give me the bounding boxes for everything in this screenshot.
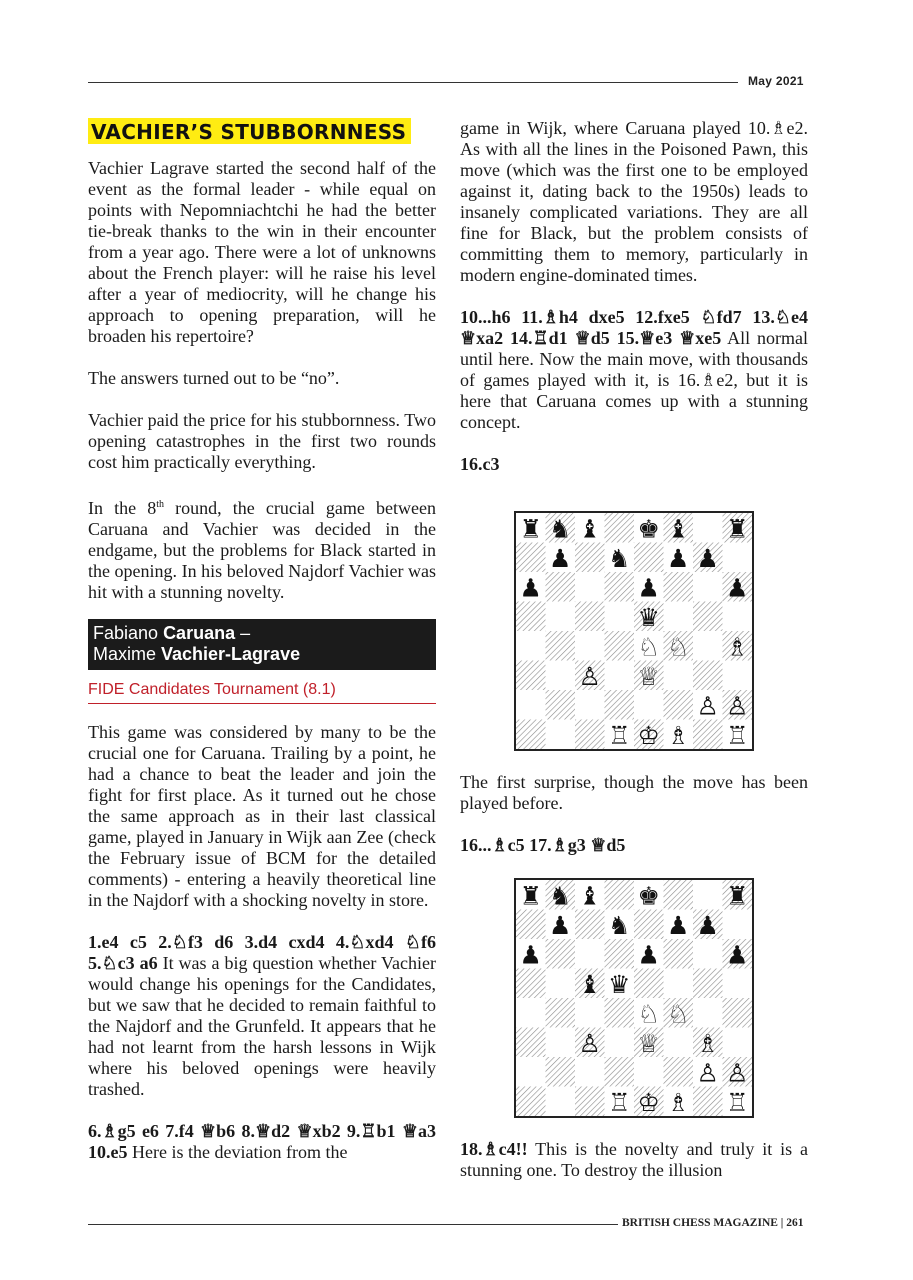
black-pawn-icon: ♟ (549, 543, 572, 573)
black-knight-icon: ♞ (608, 543, 631, 573)
board-square (605, 880, 635, 910)
paragraph-first-surprise: The first surprise, though the move has been played before. (460, 772, 808, 813)
board-square (516, 969, 546, 999)
board-square (516, 1087, 546, 1117)
white-bishop-icon: ♗ (696, 1028, 719, 1058)
board-square (516, 690, 546, 720)
black-pawn-icon: ♟ (549, 910, 572, 940)
board-square (723, 602, 753, 632)
board-square (664, 969, 694, 999)
board-square (664, 1028, 694, 1058)
left-column (88, 118, 436, 1163)
board-square (575, 602, 605, 632)
black-king-icon: ♚ (637, 514, 660, 544)
paragraph-main-line: 10...h6 11.♗h4 dxe5 12.fxe5 ♘fd7 13.♘e4 ♕xa2 14.♖d1 ♕d5 15.♕e3 ♕xe5 All normal until here. Now the main move, with thousands of games played with it, is 16.♗e2, but it is here that Caruana comes up with a stunning concept. (460, 307, 808, 432)
black-knight-icon: ♞ (549, 514, 572, 544)
black-rook-icon: ♜ (519, 514, 542, 544)
paragraph-crucial: This game was considered by many to be the crucial one for Caruana. Trailing by a point, he had a chance to beat the leader and join the fight for first place. As it turned out he chose the same approach as in their last classical game, played in January in Wijk aan Zee (check the February issue of BCM for the detailed comments) - entering a heavily theoretical line in the Najdorf with a shocking novelty in store. (88, 722, 436, 910)
black-bishop-icon: ♝ (578, 881, 601, 911)
moves-10-15: 10...h6 11.♗h4 dxe5 12.fxe5 ♘fd7 13.♘e4 ♕xa2 14.♖d1 ♕d5 15.♕e3 ♕xe5 (460, 307, 808, 348)
black-pawn-icon: ♟ (726, 573, 749, 603)
board-square (575, 939, 605, 969)
board-square (546, 969, 576, 999)
board-square (664, 602, 694, 632)
board-square (546, 690, 576, 720)
board-square (516, 1057, 546, 1087)
board-square (693, 880, 723, 910)
board-square (664, 572, 694, 602)
board-square (693, 1087, 723, 1117)
board-square (575, 690, 605, 720)
board-square (693, 720, 723, 750)
black-pawn-icon: ♟ (637, 940, 660, 970)
white-knight-icon: ♘ (637, 632, 660, 662)
board-square (693, 661, 723, 691)
black-pawn-icon: ♟ (667, 910, 690, 940)
paragraph-novelty: 18.♗c4!! This is the novelty and truly it is a stunning one. To destroy the illusion (460, 1139, 808, 1180)
paragraph-answer: The answers turned out to be “no”. (88, 368, 340, 388)
issue-date: May 2021 (748, 74, 804, 88)
black-last-name: Vachier-Lagrave (161, 644, 301, 664)
board-square (605, 1057, 635, 1087)
board-square (634, 1057, 664, 1087)
white-knight-icon: ♘ (637, 999, 660, 1029)
paragraph-wijk: game in Wijk, where Caruana played 10.♗e2. As with all the lines in the Poisoned Pawn, this move (which was the first one to be employed against it, dating back to the 1950s) leads to insanely complicated variations. They are all fine for Black, but the problem consists of committing them to memory, particularly in modern engine-dominated times. (460, 118, 808, 285)
black-knight-icon: ♞ (549, 881, 572, 911)
board-square (546, 602, 576, 632)
black-king-icon: ♚ (637, 881, 660, 911)
board-square (575, 572, 605, 602)
black-rook-icon: ♜ (519, 881, 542, 911)
header-rule (88, 82, 738, 83)
black-pawn-icon: ♟ (696, 910, 719, 940)
white-pawn-icon: ♙ (726, 1058, 749, 1088)
white-pawn-icon: ♙ (726, 691, 749, 721)
white-rook-icon: ♖ (608, 720, 631, 750)
black-pawn-icon: ♟ (519, 573, 542, 603)
board-square (723, 910, 753, 940)
moves-16-17: 16...♗c5 17.♗g3 ♕d5 (460, 835, 626, 855)
board-square (634, 690, 664, 720)
black-knight-icon: ♞ (608, 910, 631, 940)
board-square (575, 1087, 605, 1117)
board-square (575, 720, 605, 750)
black-queen-icon: ♛ (608, 969, 631, 999)
paragraph-opening: 1.e4 c5 2.♘f3 d6 3.d4 cxd4 4.♘xd4 ♘f6 5.♘c3 a6 It was a big question whether Vachier would change his openings for the Candidates, but we saw that he decided to remain faithful to the Najdorf and the Grunfeld. It appears that he had not learnt from the harsh lessons in Wijk where his beloved openings were heavily trashed. (88, 932, 436, 1099)
white-pawn-icon: ♙ (696, 1058, 719, 1088)
board-square (575, 543, 605, 573)
paragraph-intro: Vachier Lagrave started the second half of the event as the formal leader - while equal on points with Nepomniachtchi he had the better tie-break thanks to the win in their encounter from a year ago. There were a lot of unknowns about the French player: will he raise his level after a year of mediocrity, will he change his approach to opening preparation, will he broaden his repertoire? (88, 158, 436, 346)
game-header: Fabiano Caruana – Maxime Vachier-Lagrave (88, 619, 436, 670)
board-square (546, 631, 576, 661)
black-pawn-icon: ♟ (667, 543, 690, 573)
board-square (693, 513, 723, 543)
board-square (605, 513, 635, 543)
black-queen-icon: ♛ (637, 602, 660, 632)
board-square (605, 572, 635, 602)
board-square (546, 720, 576, 750)
board-square (723, 661, 753, 691)
white-bishop-icon: ♗ (667, 1087, 690, 1117)
white-pawn-icon: ♙ (578, 661, 601, 691)
board-square (605, 661, 635, 691)
board-square (575, 631, 605, 661)
board-square (693, 969, 723, 999)
black-rook-icon: ♜ (726, 514, 749, 544)
black-pawn-icon: ♟ (696, 543, 719, 573)
white-pawn-icon: ♙ (578, 1028, 601, 1058)
chess-diagram-1 (514, 511, 754, 751)
board-square (664, 690, 694, 720)
white-rook-icon: ♖ (608, 1087, 631, 1117)
white-king-icon: ♔ (637, 1087, 660, 1117)
board-square (605, 631, 635, 661)
move-18-bc4: 18.♗c4!! (460, 1139, 528, 1159)
board-square (634, 543, 664, 573)
black-bishop-icon: ♝ (578, 969, 601, 999)
white-knight-icon: ♘ (667, 999, 690, 1029)
board-square (546, 572, 576, 602)
article-title: VACHIER’S STUBBORNNESS (88, 118, 411, 144)
board-square (605, 939, 635, 969)
board-square (546, 661, 576, 691)
footer-magazine-page: BRITISH CHESS MAGAZINE | 261 (622, 1217, 804, 1229)
board-square (693, 939, 723, 969)
white-pawn-icon: ♙ (696, 691, 719, 721)
board-square (723, 543, 753, 573)
board-square (516, 631, 546, 661)
white-knight-icon: ♘ (667, 632, 690, 662)
board-square (546, 939, 576, 969)
black-rook-icon: ♜ (726, 881, 749, 911)
paragraph-round8: In the 8th round, the crucial game between Caruana and Vachier was decided in the endgame, but the problems for Black started in the opening. In his beloved Najdorf Vachier was hit with a stunning novelty. (88, 498, 437, 602)
footer-rule (88, 1224, 618, 1225)
white-first-name: Fabiano (93, 623, 164, 643)
paragraph-price: Vachier paid the price for his stubbornness. Two opening catastrophes in the first two rounds cost him practically everything. (88, 410, 436, 472)
board-square (693, 572, 723, 602)
black-pawn-icon: ♟ (726, 940, 749, 970)
board-square (634, 910, 664, 940)
board-square (693, 602, 723, 632)
black-pawn-icon: ♟ (519, 940, 542, 970)
black-pawn-icon: ♟ (637, 573, 660, 603)
board-square (546, 1028, 576, 1058)
white-queen-icon: ♕ (637, 1028, 660, 1058)
board-square (723, 998, 753, 1028)
white-queen-icon: ♕ (637, 661, 660, 691)
white-rook-icon: ♖ (726, 720, 749, 750)
board-square (664, 880, 694, 910)
board-square (664, 1057, 694, 1087)
board-square (516, 661, 546, 691)
black-bishop-icon: ♝ (578, 514, 601, 544)
white-rook-icon: ♖ (726, 1087, 749, 1117)
board-square (605, 690, 635, 720)
paragraph-deviation: 6.♗g5 e6 7.f4 ♕b6 8.♕d2 ♕xb2 9.♖b1 ♕a3 10.e5 Here is the deviation from the (88, 1121, 436, 1162)
right-column (460, 118, 808, 1181)
white-bishop-icon: ♗ (667, 720, 690, 750)
board-square (723, 969, 753, 999)
board-square (634, 969, 664, 999)
board-square (516, 1028, 546, 1058)
board-square (664, 939, 694, 969)
board-square (693, 998, 723, 1028)
board-square (516, 910, 546, 940)
board-square (546, 1057, 576, 1087)
black-first-name: Maxime (93, 644, 162, 664)
board-square (605, 602, 635, 632)
black-bishop-icon: ♝ (667, 514, 690, 544)
move-16-c3: 16.c3 (460, 454, 500, 474)
board-square (664, 661, 694, 691)
event-name: FIDE Candidates Tournament (8.1) (88, 670, 436, 704)
board-square (575, 1057, 605, 1087)
board-square (575, 910, 605, 940)
white-last-name: Caruana (163, 623, 236, 643)
board-square (546, 1087, 576, 1117)
board-square (575, 998, 605, 1028)
board-square (605, 1028, 635, 1058)
board-square (516, 543, 546, 573)
moves-6-10: 6.♗g5 e6 7.f4 ♕b6 8.♕d2 ♕xb2 9.♖b1 ♕a3 10.e5 (88, 1121, 436, 1162)
board-square (516, 998, 546, 1028)
board-square (516, 720, 546, 750)
chess-diagram-2 (514, 878, 754, 1118)
board-square (516, 602, 546, 632)
board-square (723, 1028, 753, 1058)
board-square (605, 998, 635, 1028)
board-square (693, 631, 723, 661)
board-square (546, 998, 576, 1028)
moves-1-5: 1.e4 c5 2.♘f3 d6 3.d4 cxd4 4.♘xd4 ♘f6 5.♘c3 a6 (88, 932, 436, 973)
white-king-icon: ♔ (637, 720, 660, 750)
white-bishop-icon: ♗ (726, 632, 749, 662)
